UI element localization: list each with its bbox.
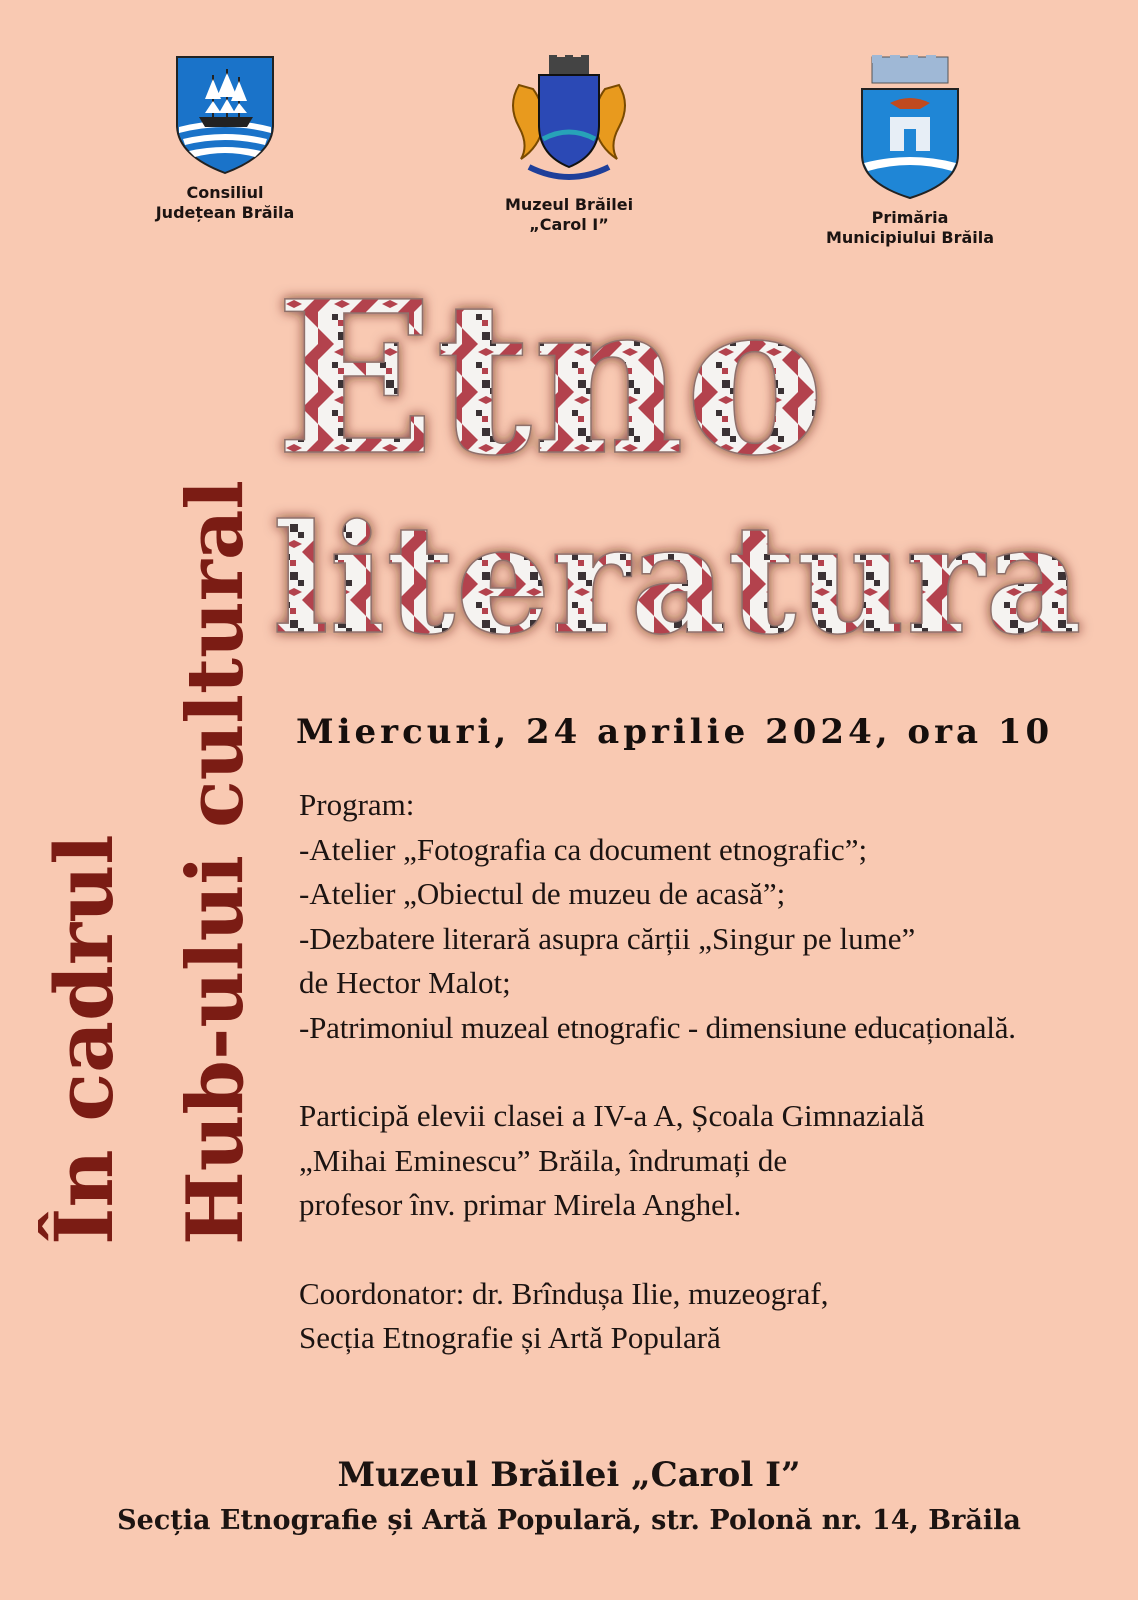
- program-item: -Dezbatere literară asupra cărții „Singur pe lume”: [299, 920, 916, 956]
- logo-consiliul-judetean: [105, 55, 345, 223]
- museum-coat-of-arms-icon: [499, 55, 639, 187]
- caption-line: Consiliul: [186, 183, 264, 202]
- program-section: [299, 783, 1129, 1361]
- footer-museum-name: Muzeul Brăilei „Carol I”: [337, 1455, 801, 1495]
- program-heading: Program:: [299, 787, 415, 822]
- caption-line: „Carol I”: [529, 215, 609, 234]
- title-etno: Etno: [275, 255, 825, 502]
- caption-line: Muzeul Brăilei: [504, 195, 634, 214]
- side-title: [10, 375, 261, 1255]
- logo-muzeul-brailei: [449, 55, 689, 235]
- coordinator-line: Coordonator: dr. Brîndușa Ilie, muzeograf,: [299, 1275, 829, 1311]
- logo-primaria: [790, 55, 1030, 248]
- footer-address: Secția Etnografie și Artă Populară, str. Polonă nr. 14, Brăila: [117, 1505, 1021, 1536]
- caption-line: Municipiului Brăila: [825, 228, 995, 247]
- logo-caption: [449, 195, 689, 235]
- title-literatura: literatura: [272, 492, 1082, 668]
- caption-line: Primăria: [871, 208, 949, 227]
- participants-line: profesor înv. primar Mirela Anghel.: [299, 1187, 742, 1222]
- side-title-line1: În cadrul: [37, 834, 131, 1245]
- event-date: Miercuri, 24 aprilie 2024, ora 10: [296, 712, 1054, 752]
- main-title: [270, 255, 1120, 670]
- program-item: de Hector Malot;: [299, 965, 511, 1000]
- side-title-line2: Hub-ului cultural: [170, 480, 261, 1245]
- program-item: -Atelier „Fotografia ca document etnografic”;: [299, 831, 868, 867]
- logo-caption: [105, 183, 345, 223]
- program-item: -Patrimoniul muzeal etnografic - dimensiune educațională.: [299, 1009, 1016, 1045]
- county-coat-of-arms-icon: [175, 55, 275, 175]
- participants-line: „Mihai Eminescu” Brăila, îndrumați de: [299, 1142, 788, 1178]
- coordinator-line: Secția Etnografie și Artă Populară: [299, 1320, 721, 1355]
- city-coat-of-arms-icon: [860, 55, 960, 200]
- participants-line: Participă elevii clasei a IV-a A, Școala Gimnazială: [299, 1098, 925, 1133]
- caption-line: Județean Brăila: [155, 203, 295, 222]
- logo-caption: [790, 208, 1030, 248]
- program-item: -Atelier „Obiectul de muzeu de acasă”;: [299, 876, 786, 911]
